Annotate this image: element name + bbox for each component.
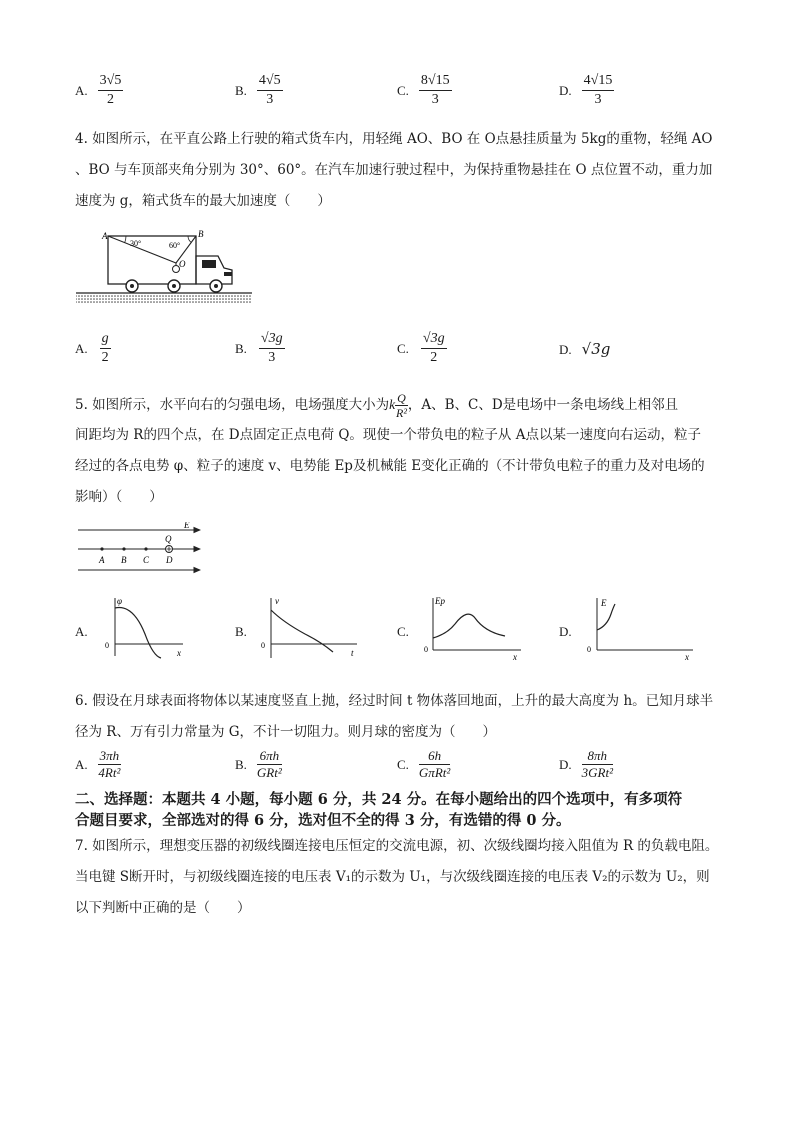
q4-option-c[interactable] — [397, 330, 447, 367]
fraction: $\frac{8√15}{3}$ — [420, 73, 450, 107]
cab-window — [202, 260, 216, 268]
x-label: x — [177, 648, 181, 658]
q4-line2: 、BO 与车顶部夹角分别为 30°、60°。在汽车加速行驶过程中，为保持重物悬挂在 O 点位置不动，重力加 — [75, 162, 713, 178]
q5-field-figure — [76, 522, 208, 578]
section2-heading — [75, 789, 735, 831]
q5-option-b[interactable] — [235, 594, 365, 670]
q5-options — [75, 594, 735, 674]
origin-label: 0 — [105, 641, 109, 650]
q7-line2: 当电键 S断开时，与初级线圈连接的电压表 V₁的示数为 U₁，与次级线圈连接的电压表 V₂的示数为 U₂，则 — [75, 869, 710, 885]
label-o: O — [179, 259, 186, 269]
option-letter: D. — [559, 342, 572, 357]
option-letter: D. — [559, 82, 572, 98]
q6-text — [75, 686, 725, 748]
x-label: x — [685, 652, 689, 662]
q6-option-a[interactable] — [75, 748, 121, 781]
fraction: $\frac{√3g}{3}$ — [260, 331, 283, 365]
y-label: v — [275, 596, 279, 606]
q3-option-a[interactable] — [75, 72, 123, 109]
x-label: t — [351, 648, 354, 658]
q7-line1: 7. 如图所示，理想变压器的初级线圈连接电压恒定的交流电源，初、次级线圈均接入阻值为 R 的负载电阻。 — [75, 838, 719, 854]
label-d: D — [166, 555, 173, 565]
section2-line2: 合题目要求，全部选对的得 6 分，选对但不全的得 3 分，有选错的得 0 分。 — [75, 812, 571, 829]
option-letter: C. — [397, 756, 409, 772]
option-value: √3g — [581, 340, 611, 358]
y-label: φ — [117, 596, 122, 606]
q4-option-d[interactable] — [559, 340, 610, 358]
option-letter: B. — [235, 340, 247, 356]
label-c: C — [143, 555, 150, 565]
option-letter: B. — [235, 756, 247, 772]
label-angle-60: 60° — [169, 241, 181, 250]
q3-option-d[interactable] — [559, 72, 614, 109]
section2-line1: 二、选择题：本题共 4 小题，每小题 6 分，共 24 分。在每小题给出的四个选项中，有多项符 — [75, 791, 683, 808]
field-fraction: $\frac{Q}{\text{R²}}$ — [396, 391, 407, 420]
fraction: $\frac{√3g}{2}$ — [422, 331, 445, 365]
q3-options — [75, 72, 735, 118]
q6-line2: 径为 R、万有引力常量为 G，不计一切阻力。则月球的密度为（ ） — [75, 724, 497, 740]
q5-line3: 经过的各点电势 φ、粒子的速度 v、电势能 Ep及机械能 E变化正确的（不计带负电粒子的重力及对电场的 — [75, 458, 705, 474]
q5-option-c[interactable] — [397, 594, 527, 670]
q4-line1: 4. 如图所示，在平直公路上行驶的箱式货车内，用轻绳 AO、BO 在 O点悬挂质量为 5kg的重物，轻绳 AO — [75, 131, 713, 147]
graph-b — [259, 594, 363, 666]
curve — [271, 610, 333, 652]
q5-line1: 5. 如图所示，水平向右的匀强电场，电场强度大小为k $\frac{Q}{\text{R²}}$ ，A、B、C、D是电场中一条电场线上相邻且 — [75, 391, 679, 420]
point-a — [100, 547, 103, 550]
label-e: E — [184, 522, 190, 530]
curve — [433, 614, 505, 638]
road-hatch — [76, 294, 252, 304]
q4-line3: 速度为 g，箱式货车的最大加速度（ ） — [75, 193, 331, 209]
q6-options — [75, 748, 735, 788]
q3-option-b[interactable] — [235, 72, 283, 109]
graph-c — [419, 594, 525, 666]
label-b: B — [121, 555, 127, 565]
point-c — [144, 547, 147, 550]
option-letter: B. — [235, 624, 247, 639]
q6-line1: 6. 假设在月球表面将物体以某速度竖直上抛，经过时间 t 物体落回地面，上升的最大高度为 h。已知月球半 — [75, 693, 714, 709]
label-q: Q — [165, 534, 172, 544]
fraction: $\frac{8\pi h}{\text{3GRt²}}$ — [581, 748, 613, 780]
label-a: A — [102, 231, 108, 241]
option-letter: A. — [75, 340, 88, 356]
q6-option-b[interactable] — [235, 748, 282, 781]
option-letter: A. — [75, 756, 88, 772]
option-letter: D. — [559, 756, 572, 772]
fraction: $\frac{4√15}{3}$ — [583, 73, 613, 107]
fraction: $\frac{4√5}{3}$ — [258, 73, 281, 107]
graph-d — [581, 594, 697, 666]
q5-option-a[interactable] — [75, 594, 185, 670]
option-letter: A. — [75, 624, 88, 639]
label-a: A — [99, 555, 105, 565]
option-letter: D. — [559, 624, 572, 639]
y-label: Ep — [435, 596, 445, 606]
q4-option-b[interactable] — [235, 330, 285, 367]
rope-ao — [108, 236, 176, 263]
q4-options — [75, 330, 735, 376]
q4-truck-figure — [72, 226, 254, 310]
q5-option-d[interactable] — [559, 594, 699, 670]
label-b: B — [198, 229, 204, 239]
origin-label: 0 — [261, 641, 265, 650]
q3-option-c[interactable] — [397, 72, 452, 109]
q7-line3: 以下判断中正确的是（ ） — [75, 900, 251, 916]
q4-option-a[interactable] — [75, 330, 111, 367]
q5-line4: 影响）（ ） — [75, 489, 163, 505]
q6-option-c[interactable] — [397, 748, 450, 781]
label-angle-30: 30° — [130, 239, 142, 248]
origin-label: 0 — [587, 645, 591, 654]
q4-text — [75, 124, 725, 217]
option-letter: C. — [397, 82, 409, 98]
option-letter: C. — [397, 624, 409, 639]
fraction: $\frac{6h}{\text{GπRt²}}$ — [418, 748, 451, 780]
graph-a — [103, 594, 187, 666]
point-b — [122, 547, 125, 550]
fraction: $\frac{3\pi h}{\text{4Rt²}}$ — [98, 748, 121, 780]
q5-line2: 间距均为 R的四个点，在 D点固定正点电荷 Q。现使一个带负电的粒子从 A点以某一速度向右运动，粒子 — [75, 427, 701, 443]
option-letter: C. — [397, 340, 409, 356]
origin-label: 0 — [424, 645, 428, 654]
fraction: $\frac{6\pi h}{\text{GRt²}}$ — [256, 748, 282, 780]
q7-text — [75, 831, 725, 924]
q6-option-d[interactable] — [559, 748, 613, 781]
y-label: E — [601, 598, 607, 608]
q5-text — [75, 389, 725, 513]
curve — [115, 608, 161, 658]
option-letter: A. — [75, 82, 88, 98]
fraction: $\frac{3√5}{2}$ — [99, 73, 122, 107]
x-label: x — [513, 652, 517, 662]
option-letter: B. — [235, 82, 247, 98]
fraction: $\frac{g}{2}$ — [101, 331, 109, 365]
